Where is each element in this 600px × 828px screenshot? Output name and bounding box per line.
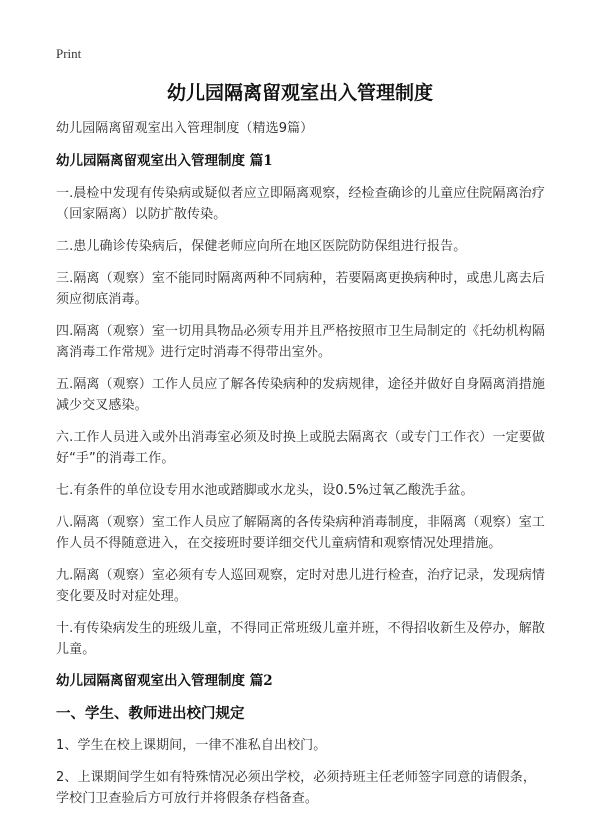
section-heading-2: 幼儿园隔离留观室出入管理制度 篇2 [56, 673, 273, 689]
section-heading-1: 幼儿园隔离留观室出入管理制度 篇1 [56, 153, 273, 169]
page-title: 幼儿园隔离留观室出入管理制度 [166, 82, 433, 104]
paragraph: 2、上课期间学生如有特殊情况必须出学校，必须持班主任老师签字同意的请假条，学校门卫查验后方可放行并将假条存档备查。 [56, 770, 536, 806]
document-subtitle: 幼儿园隔离留观室出入管理制度（精选9篇） [56, 121, 314, 136]
document-body [56, 118, 548, 820]
paragraph: 五.隔离（观察）工作人员应了解各传染病种的发病规律，途径并做好自身隔离消措施减少交叉感染。 [56, 377, 545, 413]
paragraph: 十.有传染病发生的班级儿童，不得同正常班级儿童并班，不得招收新生及停办，解散儿童。 [56, 621, 545, 657]
section-subheading: 一、学生、教师进出校门规定 [56, 705, 245, 722]
paragraph: 八.隔离（观察）室工作人员应了解隔离的各传染病种消毒制度，非隔离（观察）室工作人员不得随意进入，在交接班时要详细交代儿童病情和观察情况处理措施。 [56, 515, 545, 551]
paragraph: 七.有条件的单位设专用水池或踏脚或水龙头，设0.5%过氧乙酸洗手盆。 [56, 483, 474, 498]
paragraph: 一.晨检中发现有传染病或疑似者应立即隔离观察，经检查确诊的儿童应住院隔离治疗（回家隔离）以防扩散传染。 [56, 186, 545, 222]
paragraph: 六.工作人员进入或外出消毒室必须及时换上或脱去隔离衣（或专门工作衣）一定要做好“手”的消毒工作。 [56, 430, 545, 466]
paragraph: 1、学生在校上课期间，一律不准私自出校门。 [56, 738, 327, 753]
paragraph: 二.患儿确诊传染病后，保健老师应向所在地区医院防防保组进行报告。 [56, 239, 467, 254]
paragraph: 三.隔离（观察）室不能同时隔离两种不同病种，若要隔离更换病种时，或患儿离去后须应彻底消毒。 [56, 271, 545, 307]
paragraph: 九.隔离（观察）室必须有专人巡回观察，定时对患儿进行检查，治疗记录，发现病情变化要及时对症处理。 [56, 568, 545, 604]
print-link[interactable]: Print [56, 46, 82, 61]
paragraph: 四.隔离（观察）室一切用具物品必须专用并且严格按照市卫生局制定的《托幼机构隔离消毒工作常规》进行定时消毒不得带出室外。 [56, 324, 545, 360]
